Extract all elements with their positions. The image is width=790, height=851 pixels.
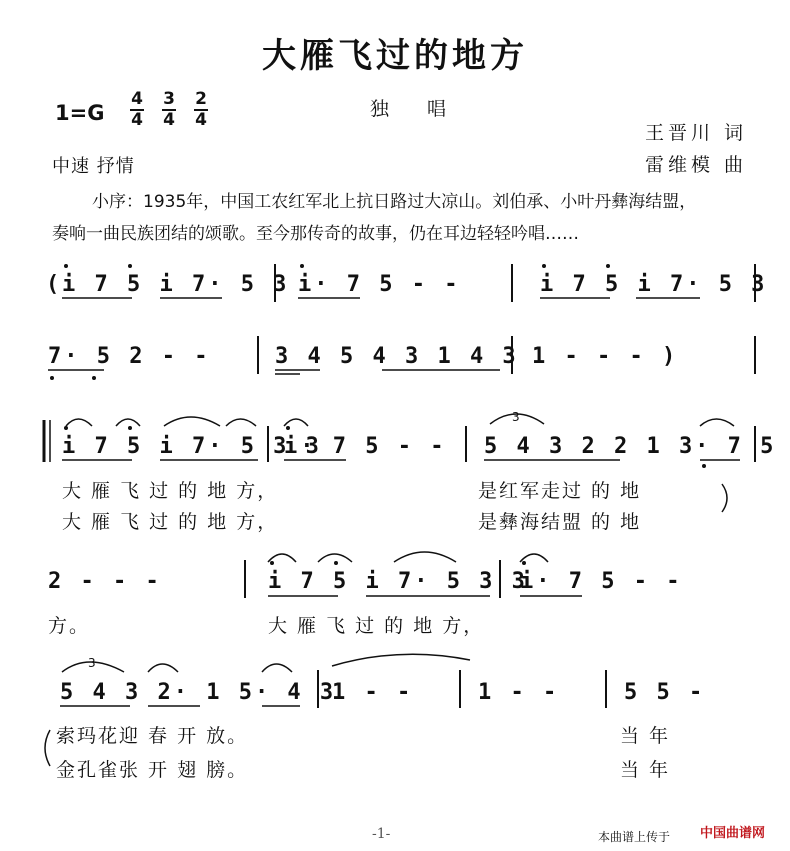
lyric-verse-2: 金孔雀张 开 翅 膀。 [56,759,249,781]
measure-5-1: 5 4 3 2· 1 5· 4 3 [60,680,337,705]
upload-note: 本曲谱上传于 [598,830,671,844]
site-logo: 中国曲谱网 [700,826,766,841]
meter-top: 2 [195,89,207,109]
meter-bottom: 4 [195,110,207,130]
lyric-verse-1-end: 方。 [48,615,91,637]
meter-top: 3 [163,89,175,109]
measure-5-2: 1 - - [332,680,414,705]
score-title: 大雁飞过的地方 [262,36,528,76]
measure-5-4: 5 5 - [624,680,706,705]
measure-4-1: 2 - - - [48,569,162,594]
lyric-verse-1-refrain: 大 雁 飞 过 的 地 方， [268,615,485,637]
lyric-verse-1: 索玛花迎 春 开 放。 [56,725,249,747]
open-paren: ( [46,272,63,297]
lyric-verse-1: 大 雁 飞 过 的 地 方， [62,480,279,502]
meter-bottom: 4 [163,110,175,130]
measure-1-2: i· 7 5 - - [298,272,461,297]
page-number: -1- [372,826,391,842]
lyric-verse-2-cont: 当 年 [620,759,671,781]
measure-2-1: 7· 5 2 - - [48,344,211,369]
measure-3-1: i 7 5 i 7· 5 3 3 [62,434,322,459]
measure-5-3: 1 - - [478,680,560,705]
measure-2-2: 3 4 5 4 3 1 4 3 [275,344,519,369]
measure-4-2: i 7 5 i 7· 5 3 3 [268,569,528,594]
tempo-marking: 中速 抒情 [52,156,135,177]
measure-4-3: i· 7 5 - - [520,569,683,594]
lyric-verse-2: 大 雁 飞 过 的 地 方， [62,511,279,533]
lyric-verse-1-cont: 是红军走过 的 地 [478,480,642,502]
lyricist-credit: 王晋川 词 [645,122,748,144]
measure-1-1: i 7 5 i 7· 5 3 [62,272,290,297]
triplet-mark: 3 [88,656,96,670]
measure-1-3: i 7 5 i 7· 5 3 [540,272,768,297]
meter-bottom: 4 [131,110,143,130]
performance-type: 独 唱 [370,98,463,120]
measure-3-2: i· 7 5 - - [284,434,447,459]
lyric-verse-1-cont: 当 年 [620,725,671,747]
measure-3-3: 5 4 3 2 2 1 3· 7 5 [484,434,777,459]
measure-2-3: 1 - - - ) [532,344,679,369]
intro-text-line-2: 奏响一曲民族团结的颂歌。至今那传奇的故事，仍在耳边轻轻吟唱…… [52,224,579,244]
lyric-verse-2-cont: 是彝海结盟 的 地 [478,511,642,533]
intro-text-line-1: 小序：1935年，中国工农红军北上抗日路过大凉山。刘伯承、小叶丹彝海结盟， [92,192,697,212]
meter-top: 4 [131,89,143,109]
key-signature: 1=G [55,101,105,125]
composer-credit: 雷维模 曲 [645,154,748,176]
triplet-mark: 3 [512,410,520,424]
